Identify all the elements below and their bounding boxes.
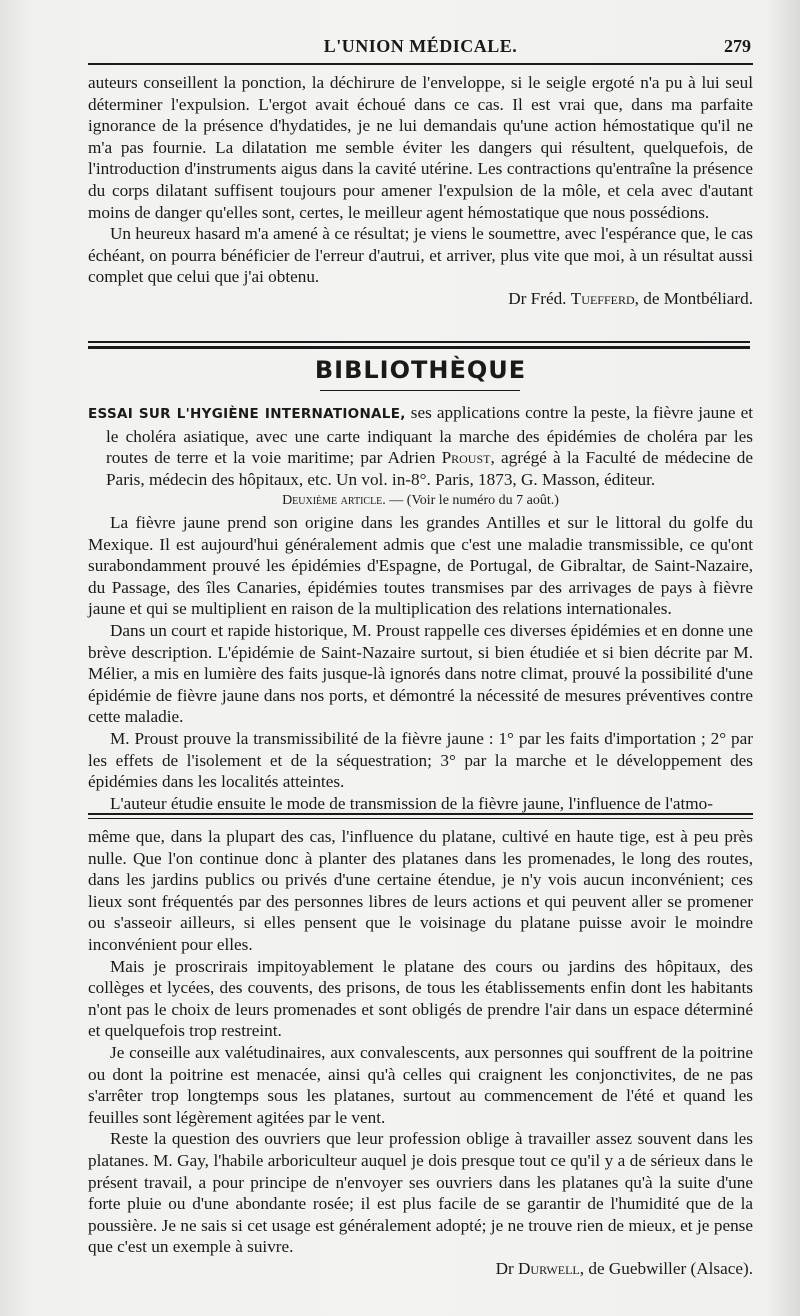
signature-name: Tuefferd [570,288,635,308]
page-number: 279 [724,36,751,56]
book-author: Proust [441,448,491,468]
top-article-paragraph: Un heureux hasard m'a amené à ce résultat; je viens le soumettre, avec l'espérance que, le cas échéant, on pourra bénéficier de l'erreur d'autrui, et arriver, plus vite que moi, à un résultat aussi complet que celui que j'ai obtenu. [88,224,753,287]
top-article-signature [88,288,753,310]
article-label: Deuxième article. [282,493,386,509]
review-paragraph: M. Proust prouve la transmissibilité de la fièvre jaune : 1° par les faits d'importation ; 2° par les effets de l'isolement et de la séquestration; 3° par la marche et le développement des épidémies dans les localités atteintes. [88,728,753,792]
book-review [88,402,753,814]
signature-prefix: Dr Fréd. [508,288,567,308]
review-paragraph: La fièvre jaune prend son origine dans les grandes Antilles et sur le littoral du golfe du Mexique. Il est aujourd'hui généralement admis que c'est une maladie transmissible, ce qu'ont surabondamment prouvé les épidémies d'Espagne, de Portugal, de Gibraltar, de Saint-Nazaire, du Passage, des îles Canaries, épidémies toutes transmises par des arrivages de pays à fièvre jaune et qui se multiplient en raison de la multiplication des relations internationales. [88,512,753,619]
section-rule-top [88,341,750,343]
book-title: ESSAI SUR L'HYGIÈNE INTERNATIONALE, [88,406,406,422]
section-rule-bottom [88,346,750,349]
feuilleton-paragraph: Je conseille aux valétudinaires, aux convalescents, aux personnes qui souffrent de la poitrine ou dont la poitrine est menacée, ainsi qu'à celles qui craignent les conjonctivites, de ne pas s'arrêter trop longtemps sous les platanes, surtout au commencement de l'été et quand les feuilles sont légèrement agitées par le vent. [88,1042,753,1127]
top-article [88,72,753,310]
signature-place: , de Guebwiller (Alsace). [579,1258,753,1278]
header-rule [88,63,753,65]
signature-name: Durwell [518,1258,580,1278]
signature-place: , de Montbéliard. [634,288,753,308]
feuilleton-signature [88,1258,753,1280]
feuilleton-paragraph: Reste la question des ouvriers que leur profession oblige à travailler assez souvent dans les platanes. M. Gay, l'habile arboriculteur auquel je dois presque tout ce qu'il y a de sérieux dans le présent travail, a pour principe de n'envoyer ses ouvriers dans les platanes qu'à la suite d'une forte pluie ou d'une abondante rosée; il est plus facile de se garantir de l'humidité que de la poussière. Je ne sais si cet usage est généralement adopté; je ne trouve rien de mieux, et je pense que c'est un exemple à suivre. [88,1129,753,1257]
book-description: ses applications contre la peste, la fièvre jaune et le choléra asiatique, avec une carte indiquant la marche des épidémies de choléra par les routes de terre et la voie maritime; par Adrien [106,403,753,468]
feuilleton [88,826,753,1279]
running-title: L'UNION MÉDICALE. [323,36,518,56]
feuilleton-paragraph: Mais je proscrirais impitoyablement le platane des cours ou jardins des hôpitaux, des collèges et lycées, des couvents, des prisons, de tous les établissements enfin dont les habitants n'ont pas le choix de leurs promenades et sont obligés de prendre l'air dans un espace déterminé et quelquefois trop restreint. [88,956,753,1041]
heading-underline [320,390,520,391]
review-paragraph: L'auteur étudie ensuite le mode de transmission de la fièvre jaune, l'influence de l'atmo- [110,793,713,813]
feuilleton-rule-top [88,813,753,815]
feuilleton-paragraph: même que, dans la plupart des cas, l'influence du platane, cultivé en haute tige, est à peu près nulle. Que l'on continue donc à planter des platanes dans les promenades, le long des routes, dans les jardins publics ou privés d'une certaine étendue, je n'y vois aucun inconvénient; ces lieux sont fréquentés par des personnes libres de leurs actions et qui peuvent aller se promener ou s'asseoir ailleurs, si elles pensent que le voisinage du platane puisse avoir le moindre inconvénient pour elles. [88,827,753,954]
signature-prefix: Dr [495,1258,514,1278]
article-label-line [88,490,753,512]
book-description-end: , agrégé à la Faculté de médecine de Paris, médecin des hôpitaux, etc. Un vol. in-8°. Paris, 1873, G. Masson, éditeur. [106,448,753,489]
book-reference [88,402,753,490]
top-article-paragraph: auteurs conseillent la ponction, la déchirure de l'enveloppe, si le seigle ergoté n'a pu à lui seul déterminer l'expulsion. L'ergot avait échoué dans ce cas. Il est vrai que, dans ma parfaite ignorance de la présence d'hydatides, je ne lui demandais qu'une action hémostatique qu'il ne m'a pas fournie. La dilatation me semble éviter les dangers qui résultent, quelquefois, de l'introduction d'instruments aigus dans la cavité utérine. Les contractions qu'entraîne la présence du corps dilatant suffisent toujours pour amener l'expulsion de la môle, et cela avec d'autant moins de danger qu'elles sont, certes, le meilleur agent hémostatique que nous possédions. [88,73,753,222]
article-reference: — (Voir le numéro du 7 août.) [385,493,559,509]
page-header [88,36,753,60]
section-heading: BIBLIOTHÈQUE [314,356,527,384]
review-paragraph: Dans un court et rapide historique, M. Proust rappelle ces diverses épidémies et en donne une brève description. L'épidémie de Saint-Nazaire surtout, si bien étudiée et si bien décrite par M. Mélier, a mis en lumière des faits jusque-là ignorés dans notre climat, prouvé la possibilité d'une épidémie de fièvre jaune dans nos ports, et démontré la nécessité de mesures préventives contre cette maladie. [88,620,753,727]
feuilleton-rule-bottom [88,818,753,819]
